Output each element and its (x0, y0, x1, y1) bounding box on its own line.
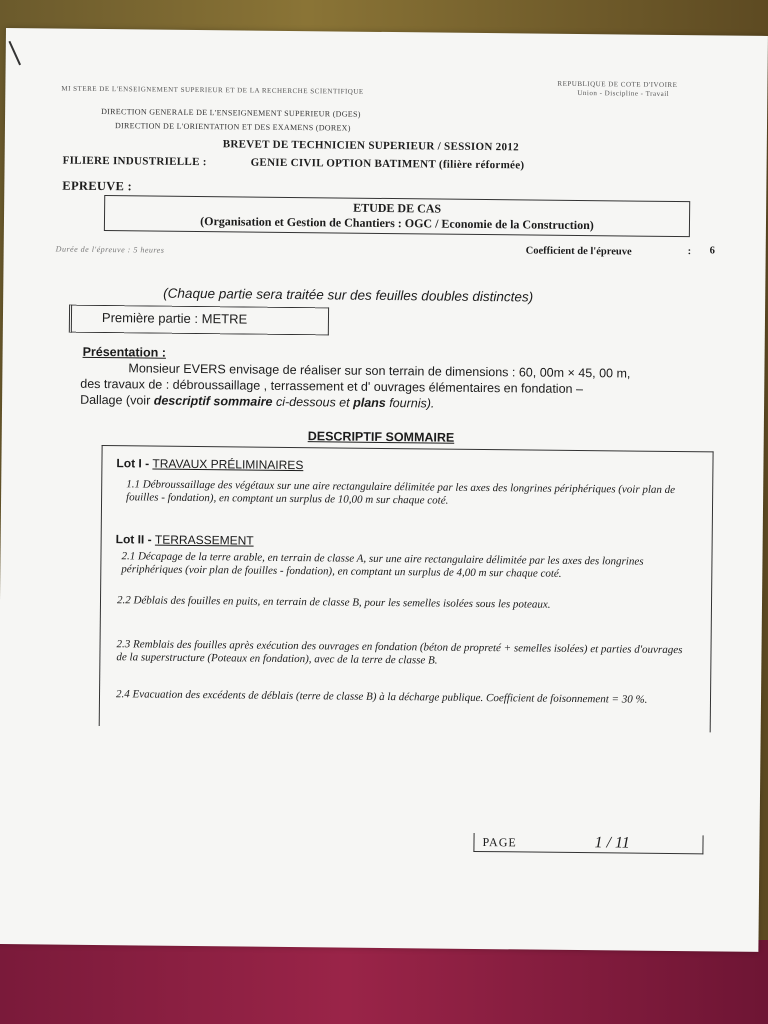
presentation-heading: Présentation : (82, 344, 167, 360)
epreuve-label: EPREUVE : (62, 178, 133, 194)
filiere-label: FILIERE INDUSTRIELLE : (62, 154, 207, 169)
page-number: 1 / 11 (594, 834, 630, 852)
presentation-line-1: Monsieur EVERS envisage de réaliser sur son terrain de dimensions : 60, 00m × 45, 00 m, (128, 361, 631, 381)
presentation-text: Dallage (voir (80, 392, 154, 408)
lot-2-prefix: Lot II - (115, 532, 156, 547)
instruction: (Chaque partie sera traitée sur des feuilles doubles distinctes) (163, 285, 534, 305)
background-fabric-bottom (0, 940, 768, 1024)
duree: Durée de l'épreuve : 5 heures (55, 244, 165, 255)
coefficient-value: 6 (709, 245, 716, 257)
part-one-box (69, 305, 329, 336)
exam-title-box (104, 195, 690, 237)
page-number-box (473, 833, 703, 854)
exam-sheet (0, 28, 768, 952)
descriptif-box (99, 445, 714, 732)
staple-mark (8, 41, 21, 66)
page-label: PAGE (482, 835, 517, 850)
lot-2-title: TERRASSEMENT (154, 532, 254, 548)
exam-subtitle: (Organisation et Gestion de Chantiers : OGC / Economie de la Construction) (200, 214, 594, 233)
lot-1-prefix: Lot I - (116, 456, 153, 471)
brevet-title: BREVET DE TECHNICIEN SUPERIEUR / SESSION 2012 (222, 138, 519, 154)
item-1-1: 1.1 Débroussaillage des végétaux sur une aire rectangulaire délimitée par les axes des longrines périphériques (voir plan de fouilles - fondation), en comptant un surplus de 10,00 m sur chaque coté. (126, 478, 676, 507)
lot-1-heading (116, 456, 303, 472)
presentation-line-2: des travaux de : débroussaillage , terrassement et d' ouvrages élémentaires en fondation – (80, 376, 584, 397)
direction-generale: DIRECTION GENERALE DE L'ENSEIGNEMENT SUPERIEUR (DGES) (101, 107, 361, 119)
exam-title: ETUDE DE CAS (353, 200, 442, 216)
item-2-4: 2.4 Evacuation des excédents de déblais (terre de classe B) à la décharge publique. Coefficient de foisonnement = 30 %. (115, 688, 648, 706)
presentation-ref-descriptif: descriptif sommaire (153, 393, 273, 409)
coefficient-label: Coefficient de l'épreuve (525, 245, 632, 258)
filiere-value: GENIE CIVIL OPTION BATIMENT (filière réformée) (250, 156, 525, 172)
motto: Union - Discipline - Travail (577, 88, 670, 98)
part-one-label: Première partie : METRE (101, 310, 248, 327)
presentation-line-3 (80, 391, 434, 413)
item-2-1: 2.1 Décapage de la terre arable, en terrain de classe A, sur une aire rectangulaire délimitée par les axes des longrines périphériques (voir plan de fouilles - fondation), en comptant un surplus de 4,00 m sur chaque coté. (121, 550, 644, 580)
presentation-text-mid: ci-dessous et (272, 394, 354, 410)
lot-2-heading (116, 532, 254, 547)
coefficient-separator: : (687, 246, 692, 258)
descriptif-heading: DESCRIPTIF SOMMAIRE (307, 429, 455, 445)
ministry-header: MI STERE DE L'ENSEIGNEMENT SUPERIEUR ET DE LA RECHERCHE SCIENTIFIQUE (61, 84, 364, 96)
presentation-text-end: fournis). (385, 395, 435, 411)
republic-header: REPUBLIQUE DE COTE D'IVOIRE (557, 79, 678, 90)
lot-1-title: TRAVAUX PRÉLIMINAIRES (152, 456, 304, 473)
direction-orientation: DIRECTION DE L'ORIENTATION ET DES EXAMENS (DOREX) (114, 121, 351, 133)
item-2-2: 2.2 Déblais des fouilles en puits, en terrain de classe B, pour les semelles isolées sous les poteaux. (116, 594, 551, 611)
presentation-ref-plans: plans (353, 395, 386, 410)
item-2-3: 2.3 Remblais des fouilles après exécution des ouvrages en fondation (béton de propreté + semelles isolées) et parties d'ouvrages de la superstructure (Poteaux en fondation), avec de la terre de classe B. (116, 638, 683, 667)
